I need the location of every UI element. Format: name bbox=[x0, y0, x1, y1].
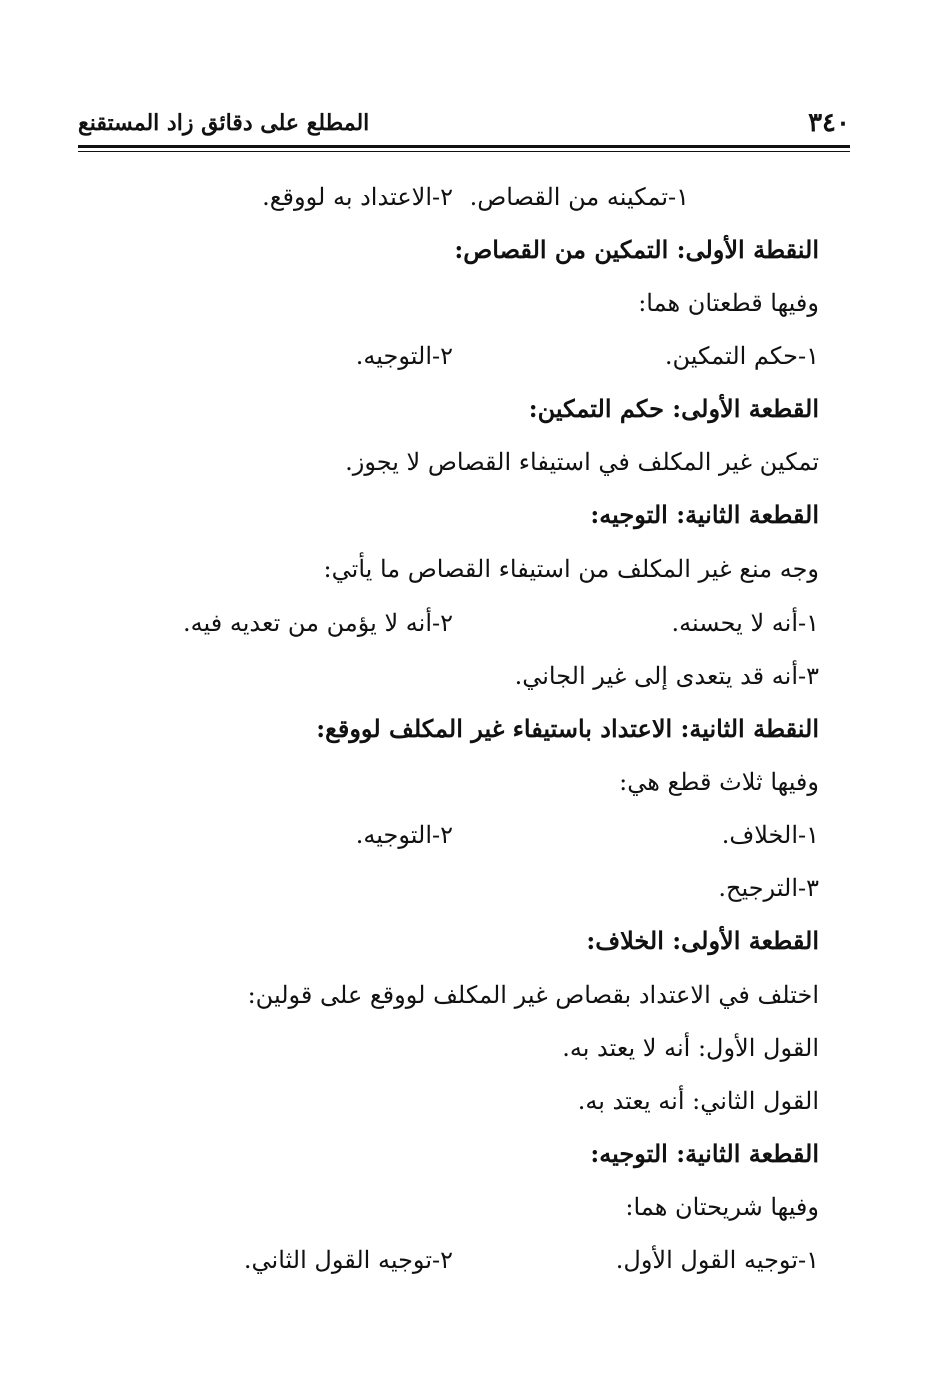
body-line: ٣-أنه قد يتعدى إلى غير الجاني. bbox=[514, 662, 819, 690]
body-line: تمكين غير المكلف في استيفاء القصاص لا يجوز. bbox=[345, 448, 819, 476]
body-line: وفيها قطعتان هما: bbox=[638, 289, 819, 317]
item-a: ١-توجيه القول الأول. bbox=[615, 1246, 819, 1274]
body-line: وجه منع غير المكلف من استيفاء القصاص ما يأتي: bbox=[323, 555, 819, 583]
section-heading: النقطة الأولى: التمكين من القصاص: bbox=[454, 235, 819, 264]
body-line: ٣-الترجيح. bbox=[718, 874, 819, 902]
item-b: ٢-التوجيه. bbox=[355, 342, 453, 370]
body-line: القول الأول: أنه لا يعتد به. bbox=[562, 1034, 819, 1062]
section-heading: القطعة الأولى: حكم التمكين: bbox=[528, 394, 819, 423]
body-line: وفيها شريحتان هما: bbox=[625, 1193, 819, 1221]
running-title: المطلع على دقائق زاد المستقنع bbox=[78, 110, 370, 136]
item-a: ١-حكم التمكين. bbox=[664, 342, 819, 370]
body-line: اختلف في الاعتداد بقصاص غير المكلف لووقع على قولين: bbox=[247, 981, 819, 1009]
body-line: القول الثاني: أنه يعتد به. bbox=[577, 1087, 819, 1115]
item-b: ٢-التوجيه. bbox=[355, 821, 453, 849]
page-number: ٣٤٠ bbox=[808, 108, 850, 138]
header-rule-thick bbox=[78, 145, 850, 148]
item-b: ٢-توجيه القول الثاني. bbox=[243, 1246, 453, 1274]
item-b: ٢-الاعتداد به لووقع. bbox=[262, 183, 453, 211]
section-heading: القطعة الثانية: التوجيه: bbox=[590, 1139, 819, 1168]
section-heading: القطعة الثانية: التوجيه: bbox=[590, 500, 819, 529]
body-line: وفيها ثلاث قطع هي: bbox=[619, 768, 819, 796]
item-b: ٢-أنه لا يؤمن من تعديه فيه. bbox=[183, 609, 453, 637]
section-heading: النقطة الثانية: الاعتداد باستيفاء غير المكلف لووقع: bbox=[316, 714, 819, 743]
item-a: ١-أنه لا يحسنه. bbox=[671, 609, 819, 637]
header-rule-thin bbox=[78, 151, 850, 152]
item-a: ١-تمكينه من القصاص. bbox=[469, 183, 689, 211]
section-heading: القطعة الأولى: الخلاف: bbox=[586, 926, 819, 955]
item-a: ١-الخلاف. bbox=[721, 821, 819, 849]
